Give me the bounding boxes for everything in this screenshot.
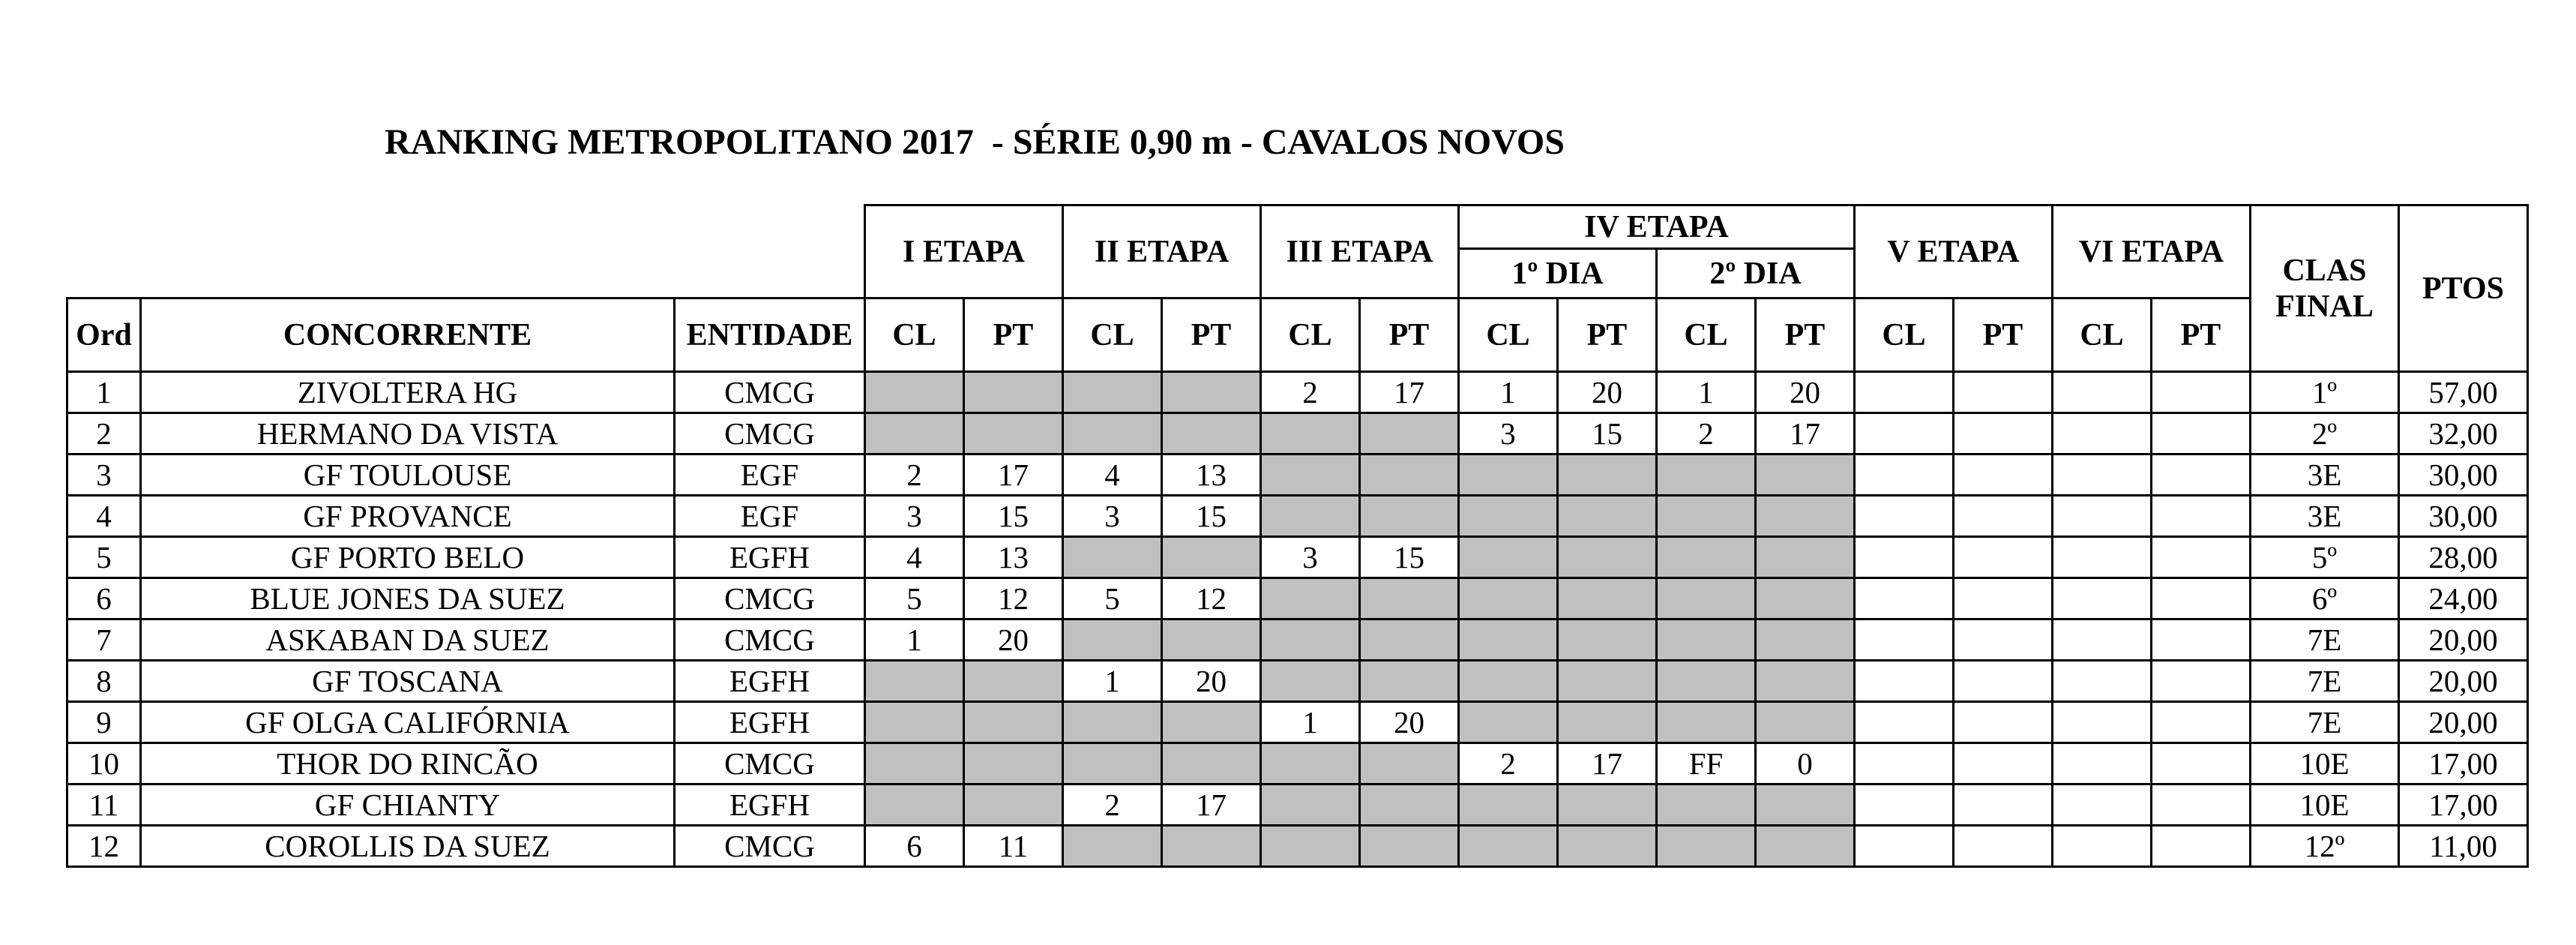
cl-cell: [2053, 537, 2152, 578]
cl-cell: [1261, 454, 1360, 496]
cl-cell: [1261, 413, 1360, 454]
ptos-cell: 30,00: [2399, 454, 2528, 496]
pt-cell: [1954, 784, 2053, 826]
cl-cell: [1459, 454, 1558, 496]
cl-cell: [2053, 784, 2152, 826]
cl-cell: 3: [1063, 496, 1162, 537]
cl-cell: 2: [1657, 413, 1756, 454]
cl-cell: 5: [1063, 578, 1162, 620]
pt-cell: [1954, 826, 2053, 867]
cl-cell: [1855, 661, 1954, 702]
cl-cell: [1657, 537, 1756, 578]
cl-cell: [1063, 826, 1162, 867]
cl-cell: [1855, 413, 1954, 454]
pt-cell: [1756, 784, 1855, 826]
pt-cell: [1558, 784, 1657, 826]
cl-cell: [865, 661, 964, 702]
pt-cell: [1162, 372, 1261, 413]
header-etapa-5: V ETAPA: [1855, 206, 2053, 298]
pt-cell: [964, 372, 1063, 413]
ptos-cell: 57,00: [2399, 372, 2528, 413]
clas-final-cell: 3E: [2251, 496, 2399, 537]
ptos-cell: 17,00: [2399, 743, 2528, 784]
cl-cell: 1: [1261, 702, 1360, 743]
pt-cell: 20: [1162, 661, 1261, 702]
cl-cell: [2053, 743, 2152, 784]
cl-cell: 1: [1063, 661, 1162, 702]
cl-cell: [1855, 537, 1954, 578]
pt-cell: [1954, 413, 2053, 454]
header-etapa-1: I ETAPA: [865, 206, 1063, 298]
pt-cell: [1558, 620, 1657, 661]
clas-final-cell: 2º: [2251, 413, 2399, 454]
header-cl: CL: [1855, 298, 1954, 372]
clas-final-cell: 3E: [2251, 454, 2399, 496]
table-row: [67, 620, 2528, 661]
cl-cell: [1261, 826, 1360, 867]
cl-cell: [1459, 578, 1558, 620]
clas-final-cell: 10E: [2251, 743, 2399, 784]
pt-cell: 13: [964, 537, 1063, 578]
pt-cell: 0: [1756, 743, 1855, 784]
cl-cell: [1261, 496, 1360, 537]
table-row: [67, 743, 2528, 784]
pt-cell: 15: [1162, 496, 1261, 537]
pt-cell: [2152, 702, 2251, 743]
concorrente-cell: GF CHIANTY: [141, 784, 675, 826]
cl-cell: 2: [1459, 743, 1558, 784]
cl-cell: [1063, 702, 1162, 743]
pt-cell: [1558, 826, 1657, 867]
header-pt: PT: [1558, 298, 1657, 372]
header-pt: PT: [1954, 298, 2053, 372]
pt-cell: [2152, 454, 2251, 496]
pt-cell: 20: [1558, 372, 1657, 413]
pt-cell: [1360, 661, 1459, 702]
ptos-cell: 17,00: [2399, 784, 2528, 826]
cl-cell: 2: [865, 454, 964, 496]
pt-cell: [1360, 454, 1459, 496]
clas-final-cell: 10E: [2251, 784, 2399, 826]
cl-cell: 1: [1459, 372, 1558, 413]
table-row: [67, 454, 2528, 496]
pt-cell: [2152, 826, 2251, 867]
pt-cell: [2152, 620, 2251, 661]
pt-cell: [2152, 784, 2251, 826]
ptos-cell: 20,00: [2399, 661, 2528, 702]
table-row: [67, 413, 2528, 454]
header-entidade: ENTIDADE: [675, 298, 865, 372]
header-clas-line1: CLAS: [2282, 253, 2367, 288]
cl-cell: [1855, 372, 1954, 413]
table-row: [67, 784, 2528, 826]
pt-cell: 20: [1756, 372, 1855, 413]
concorrente-cell: GF PORTO BELO: [141, 537, 675, 578]
pt-cell: [1756, 537, 1855, 578]
pt-cell: [1558, 702, 1657, 743]
cl-cell: 3: [1459, 413, 1558, 454]
ord-cell: 11: [67, 784, 141, 826]
pt-cell: [1162, 620, 1261, 661]
table-row: [67, 537, 2528, 578]
cl-cell: 1: [865, 620, 964, 661]
pt-cell: [1360, 743, 1459, 784]
cl-cell: [1261, 743, 1360, 784]
pt-cell: [1954, 496, 2053, 537]
pt-cell: 20: [964, 620, 1063, 661]
cl-cell: 4: [865, 537, 964, 578]
pt-cell: [1954, 743, 2053, 784]
pt-cell: 12: [1162, 578, 1261, 620]
header-cl: CL: [1063, 298, 1162, 372]
pt-cell: [1954, 620, 2053, 661]
cl-cell: [1261, 578, 1360, 620]
concorrente-cell: HERMANO DA VISTA: [141, 413, 675, 454]
pt-cell: [1954, 454, 2053, 496]
pt-cell: [1756, 496, 1855, 537]
ord-cell: 12: [67, 826, 141, 867]
ranking-table: [66, 204, 2529, 868]
ord-cell: 2: [67, 413, 141, 454]
pt-cell: 15: [1360, 537, 1459, 578]
pt-cell: [1162, 702, 1261, 743]
header-iv-day-2: 2º DIA: [1657, 249, 1855, 298]
cl-cell: [1855, 578, 1954, 620]
pt-cell: [1360, 413, 1459, 454]
cl-cell: [1855, 743, 1954, 784]
entidade-cell: EGFH: [675, 784, 865, 826]
pt-cell: [1756, 661, 1855, 702]
cl-cell: 3: [865, 496, 964, 537]
ord-cell: 4: [67, 496, 141, 537]
header-clas-final: [2251, 206, 2399, 372]
pt-cell: [964, 784, 1063, 826]
ord-cell: 7: [67, 620, 141, 661]
pt-cell: 11: [964, 826, 1063, 867]
pt-cell: [2152, 578, 2251, 620]
pt-cell: 17: [1162, 784, 1261, 826]
pt-cell: [2152, 413, 2251, 454]
cl-cell: 2: [1063, 784, 1162, 826]
cl-cell: [2053, 496, 2152, 537]
header-etapa-2: II ETAPA: [1063, 206, 1261, 298]
header-cl: CL: [1657, 298, 1756, 372]
header-cl: CL: [1459, 298, 1558, 372]
cl-cell: [1657, 496, 1756, 537]
cl-cell: [1459, 826, 1558, 867]
cl-cell: FF: [1657, 743, 1756, 784]
pt-cell: 17: [964, 454, 1063, 496]
ranking-rows: [67, 372, 2528, 867]
pt-cell: [2152, 496, 2251, 537]
cl-cell: [2053, 413, 2152, 454]
cl-cell: [1855, 454, 1954, 496]
concorrente-cell: BLUE JONES DA SUEZ: [141, 578, 675, 620]
header-pt: PT: [964, 298, 1063, 372]
entidade-cell: CMCG: [675, 578, 865, 620]
ord-cell: 9: [67, 702, 141, 743]
pt-cell: 17: [1360, 372, 1459, 413]
pt-cell: [1360, 496, 1459, 537]
cl-cell: [865, 743, 964, 784]
pt-cell: 15: [964, 496, 1063, 537]
pt-cell: 17: [1756, 413, 1855, 454]
header-clas-line2: FINAL: [2275, 289, 2374, 324]
header-pt: PT: [1756, 298, 1855, 372]
header-etapa-3: III ETAPA: [1261, 206, 1459, 298]
table-row: [67, 661, 2528, 702]
pt-cell: [1162, 413, 1261, 454]
cl-cell: [1459, 702, 1558, 743]
clas-final-cell: 7E: [2251, 661, 2399, 702]
pt-cell: [964, 661, 1063, 702]
clas-final-cell: 1º: [2251, 372, 2399, 413]
cl-cell: [1855, 826, 1954, 867]
cl-cell: [1657, 620, 1756, 661]
cl-cell: 2: [1261, 372, 1360, 413]
cl-cell: 6: [865, 826, 964, 867]
header-pt: PT: [2152, 298, 2251, 372]
pt-cell: [1756, 620, 1855, 661]
cl-cell: [1063, 620, 1162, 661]
header-pt: PT: [1162, 298, 1261, 372]
ptos-cell: 30,00: [2399, 496, 2528, 537]
header-ptos: PTOS: [2399, 206, 2528, 372]
cl-cell: [2053, 702, 2152, 743]
pt-cell: [964, 743, 1063, 784]
header-iv-day-1: 1º DIA: [1459, 249, 1657, 298]
pt-cell: [1360, 784, 1459, 826]
ord-cell: 5: [67, 537, 141, 578]
pt-cell: [1360, 620, 1459, 661]
cl-cell: [1261, 661, 1360, 702]
pt-cell: 17: [1558, 743, 1657, 784]
cl-cell: [1459, 661, 1558, 702]
ord-cell: 10: [67, 743, 141, 784]
entidade-cell: CMCG: [675, 372, 865, 413]
cl-cell: [2053, 454, 2152, 496]
cl-cell: [865, 413, 964, 454]
cl-cell: [1657, 784, 1756, 826]
pt-cell: [1756, 454, 1855, 496]
entidade-cell: EGF: [675, 496, 865, 537]
cl-cell: [1657, 454, 1756, 496]
pt-cell: [1558, 537, 1657, 578]
cl-cell: 1: [1657, 372, 1756, 413]
cl-cell: [1063, 413, 1162, 454]
pt-cell: [1558, 578, 1657, 620]
cl-cell: [1855, 702, 1954, 743]
cl-cell: [1063, 537, 1162, 578]
table-row: [67, 702, 2528, 743]
ptos-cell: 32,00: [2399, 413, 2528, 454]
pt-cell: [2152, 743, 2251, 784]
cl-cell: [1261, 620, 1360, 661]
pt-cell: 20: [1360, 702, 1459, 743]
entidade-cell: CMCG: [675, 826, 865, 867]
clas-final-cell: 5º: [2251, 537, 2399, 578]
clas-final-cell: 7E: [2251, 620, 2399, 661]
header-pt: PT: [1360, 298, 1459, 372]
pt-cell: 12: [964, 578, 1063, 620]
cl-cell: 4: [1063, 454, 1162, 496]
entidade-cell: CMCG: [675, 620, 865, 661]
pt-cell: [1360, 826, 1459, 867]
cl-cell: [1459, 496, 1558, 537]
ptos-cell: 20,00: [2399, 620, 2528, 661]
cl-cell: [1459, 784, 1558, 826]
pt-cell: [2152, 372, 2251, 413]
header-concorrente: CONCORRENTE: [141, 298, 675, 372]
pt-cell: [1162, 537, 1261, 578]
entidade-cell: CMCG: [675, 743, 865, 784]
cl-cell: [1657, 578, 1756, 620]
entidade-cell: EGFH: [675, 537, 865, 578]
ptos-cell: 24,00: [2399, 578, 2528, 620]
concorrente-cell: COROLLIS DA SUEZ: [141, 826, 675, 867]
ord-cell: 6: [67, 578, 141, 620]
cl-cell: 3: [1261, 537, 1360, 578]
header-ord: Ord: [67, 298, 141, 372]
cl-cell: [865, 784, 964, 826]
pt-cell: [1756, 826, 1855, 867]
pt-cell: [1558, 661, 1657, 702]
header-cl: CL: [1261, 298, 1360, 372]
cl-cell: [1063, 372, 1162, 413]
cl-cell: [1855, 784, 1954, 826]
cl-cell: 5: [865, 578, 964, 620]
concorrente-cell: GF TOSCANA: [141, 661, 675, 702]
concorrente-cell: ZIVOLTERA HG: [141, 372, 675, 413]
ptos-cell: 11,00: [2399, 826, 2528, 867]
pt-cell: [1360, 578, 1459, 620]
table-row: [67, 826, 2528, 867]
pt-cell: [2152, 661, 2251, 702]
clas-final-cell: 6º: [2251, 578, 2399, 620]
entidade-cell: EGF: [675, 454, 865, 496]
pt-cell: [1954, 372, 2053, 413]
entidade-cell: CMCG: [675, 413, 865, 454]
pt-cell: 15: [1558, 413, 1657, 454]
entidade-cell: EGFH: [675, 702, 865, 743]
page-title: RANKING METROPOLITANO 2017 - SÉRIE 0,90 m - CAVALOS NOVOS: [385, 122, 1565, 162]
cl-cell: [1459, 537, 1558, 578]
cl-cell: [2053, 620, 2152, 661]
pt-cell: [1756, 578, 1855, 620]
pt-cell: [2152, 537, 2251, 578]
ptos-cell: 20,00: [2399, 702, 2528, 743]
header-etapa-6: VI ETAPA: [2053, 206, 2251, 298]
cl-cell: [1855, 620, 1954, 661]
concorrente-cell: GF TOULOUSE: [141, 454, 675, 496]
cl-cell: [1657, 826, 1756, 867]
concorrente-cell: GF PROVANCE: [141, 496, 675, 537]
pt-cell: [1954, 702, 2053, 743]
cl-cell: [1657, 661, 1756, 702]
pt-cell: 13: [1162, 454, 1261, 496]
pt-cell: [1954, 661, 2053, 702]
cl-cell: [1459, 620, 1558, 661]
header-cl: CL: [865, 298, 964, 372]
entidade-cell: EGFH: [675, 661, 865, 702]
ord-cell: 8: [67, 661, 141, 702]
cl-cell: [2053, 578, 2152, 620]
pt-cell: [1756, 702, 1855, 743]
ord-cell: 1: [67, 372, 141, 413]
ord-cell: 3: [67, 454, 141, 496]
cl-cell: [865, 702, 964, 743]
concorrente-cell: THOR DO RINCÃO: [141, 743, 675, 784]
cl-cell: [1855, 496, 1954, 537]
cl-cell: [2053, 372, 2152, 413]
clas-final-cell: 7E: [2251, 702, 2399, 743]
pt-cell: [1162, 826, 1261, 867]
cl-cell: [1063, 743, 1162, 784]
clas-final-cell: 12º: [2251, 826, 2399, 867]
pt-cell: [1954, 578, 2053, 620]
table-row: [67, 578, 2528, 620]
pt-cell: [1558, 454, 1657, 496]
pt-cell: [964, 702, 1063, 743]
pt-cell: [1954, 537, 2053, 578]
pt-cell: [964, 413, 1063, 454]
cl-cell: [1657, 702, 1756, 743]
table-row: [67, 372, 2528, 413]
cl-cell: [865, 372, 964, 413]
pt-cell: [1162, 743, 1261, 784]
concorrente-cell: ASKABAN DA SUEZ: [141, 620, 675, 661]
cl-cell: [2053, 661, 2152, 702]
ptos-cell: 28,00: [2399, 537, 2528, 578]
header-cl: CL: [2053, 298, 2152, 372]
cl-cell: [1261, 784, 1360, 826]
header-etapa-4: IV ETAPA: [1459, 206, 1855, 249]
pt-cell: [1558, 496, 1657, 537]
cl-cell: [2053, 826, 2152, 867]
concorrente-cell: GF OLGA CALIFÓRNIA: [141, 702, 675, 743]
blank-corner: [67, 206, 865, 298]
table-row: [67, 496, 2528, 537]
